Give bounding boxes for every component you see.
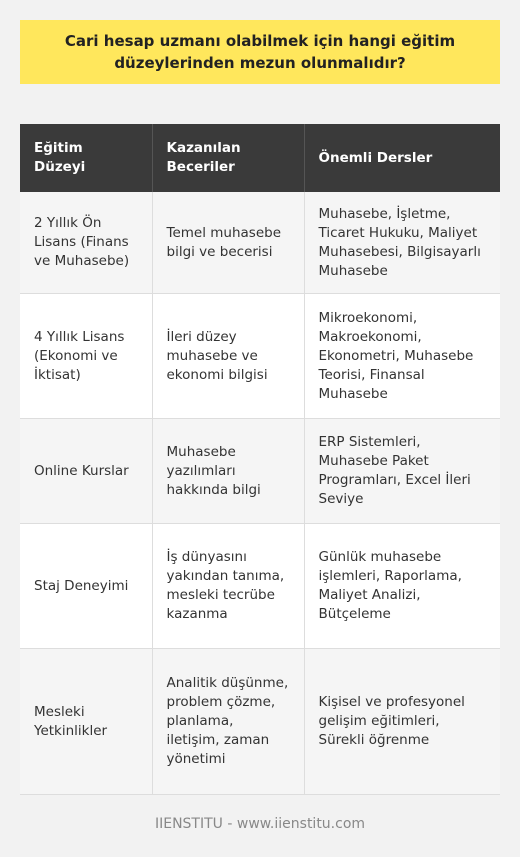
header-education-level: Eğitim Düzeyi: [20, 124, 152, 192]
cell-education-level: Mesleki Yetkinlikler: [20, 649, 152, 795]
cell-courses: Muhasebe, İşletme, Ticaret Hukuku, Maliyet Muhasebesi, Bilgisayarlı Muhasebe: [304, 192, 500, 294]
footer-credit: IIENSTITU - www.iienstitu.com: [154, 816, 366, 832]
cell-courses: Günlük muhasebe işlemleri, Raporlama, Maliyet Analizi, Bütçeleme: [304, 524, 500, 649]
header-skills: Kazanılan Beceriler: [152, 124, 304, 192]
cell-skills: İş dünyasını yakından tanıma, mesleki tecrübe kazanma: [152, 524, 304, 649]
cell-courses: Kişisel ve profesyonel gelişim eğitimleri, Sürekli öğrenme: [304, 649, 500, 795]
table-row: [20, 524, 500, 649]
table-row: [20, 419, 500, 524]
header-courses: Önemli Dersler: [304, 124, 500, 192]
cell-courses: ERP Sistemleri, Muhasebe Paket Programları, Excel İleri Seviye: [304, 419, 500, 524]
page-title: Cari hesap uzmanı olabilmek için hangi eğitim düzeylerinden mezun olunmalıdır?: [64, 32, 456, 72]
cell-skills: Muhasebe yazılımları hakkında bilgi: [152, 419, 304, 524]
table-header-row: [20, 124, 500, 192]
cell-skills: Temel muhasebe bilgi ve becerisi: [152, 192, 304, 294]
cell-skills: İleri düzey muhasebe ve ekonomi bilgisi: [152, 294, 304, 419]
cell-courses: Mikroekonomi, Makroekonomi, Ekonometri, Muhasebe Teorisi, Finansal Muhasebe: [304, 294, 500, 419]
cell-skills: Analitik düşünme, problem çözme, planlama, iletişim, zaman yönetimi: [152, 649, 304, 795]
table-row: [20, 192, 500, 294]
cell-education-level: Online Kurslar: [20, 419, 152, 524]
table-row: [20, 649, 500, 795]
cell-education-level: 2 Yıllık Ön Lisans (Finans ve Muhasebe): [20, 192, 152, 294]
education-table: [20, 124, 500, 795]
table-row: [20, 294, 500, 419]
cell-education-level: 4 Yıllık Lisans (Ekonomi ve İktisat): [20, 294, 152, 419]
cell-education-level: Staj Deneyimi: [20, 524, 152, 649]
title-banner: [20, 20, 500, 84]
